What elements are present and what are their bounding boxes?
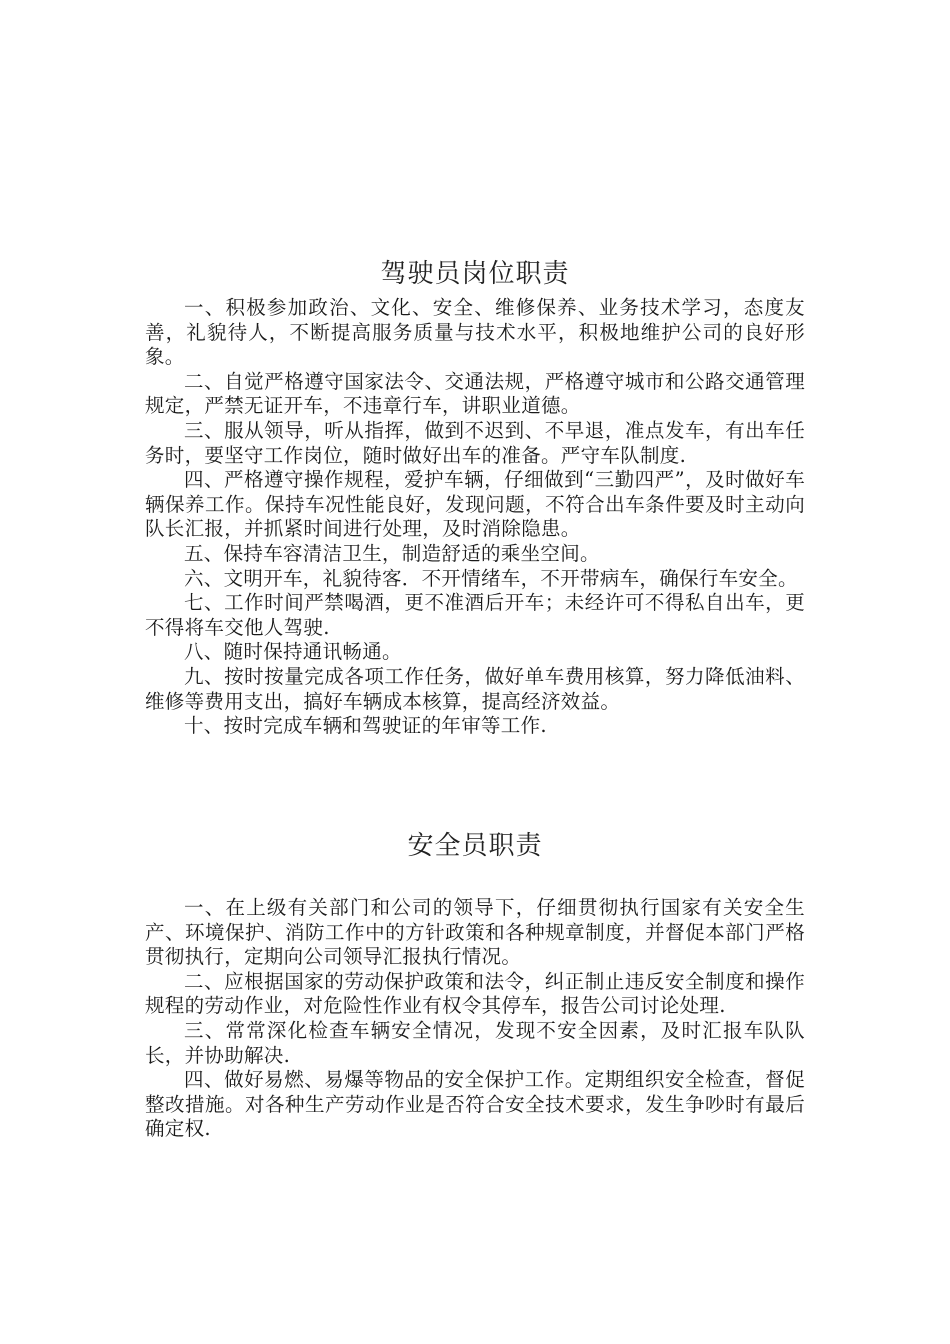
paragraph: 九、按时按量完成各项工作任务，做好单车费用核算，努力降低油料、维修等费用支出，搞好车辆成本核算，提高经济效益。	[145, 664, 805, 713]
paragraph: 四、严格遵守操作规程，爱护车辆，仔细做到“三勤四严”，及时做好车辆保养工作。保持车况性能良好，发现问题，不符合出车条件要及时主动向队长汇报，并抓紧时间进行处理，及时消除隐患。	[145, 468, 805, 541]
section-title: 安全员职责	[407, 831, 543, 861]
paragraph: 一、积极参加政治、文化、安全、维修保养、业务技术学习，态度友善，礼貌待人，不断提高服务质量与技术水平，积极地维护公司的良好形象。	[145, 296, 805, 369]
paragraph: 二、应根据国家的劳动保护政策和法令，纠正制止违反安全制度和操作规程的劳动作业，对危险性作业有权令其停车，报告公司讨论处理.	[145, 969, 805, 1018]
paragraph: 五、保持车容清洁卫生，制造舒适的乘坐空间。	[184, 541, 600, 565]
paragraph: 一、在上级有关部门和公司的领导下，仔细贯彻执行国家有关安全生产、环境保护、消防工作中的方针政策和各种规章制度，并督促本部门严格贯彻执行，定期向公司领导汇报执行情况。	[145, 896, 805, 969]
section-driver-duties	[145, 252, 805, 739]
paragraph: 三、常常深化检查车辆安全情况，发现不安全因素，及时汇报车队队长，并协助解决.	[145, 1018, 805, 1067]
section-title: 驾驶员岗位职责	[380, 259, 570, 289]
paragraph: 八、随时保持通讯畅通。	[184, 640, 402, 664]
paragraph: 三、服从领导，听从指挥，做到不迟到、不早退，准点发车，有出车任务时，要坚守工作岗位，随时做好出车的准备。严守车队制度.	[145, 418, 805, 467]
paragraph: 六、文明开车，礼貌待客．不开情绪车，不开带病车，确保行车安全。	[184, 566, 798, 590]
paragraph: 七、工作时间严禁喝酒，更不准酒后开车；未经许可不得私自出车，更不得将车交他人驾驶.	[145, 591, 805, 639]
paragraph: 四、做好易燃、易爆等物品的安全保护工作。定期组织安全检查，督促整改措施。对各种生产劳动作业是否符合安全技术要求，发生争吵时有最后确定权.	[145, 1068, 805, 1141]
paragraph: 十、按时完成车辆和驾驶证的年审等工作.	[184, 714, 547, 738]
section-safety-officer-duties	[145, 824, 805, 1142]
paragraph: 二、自觉严格遵守国家法令、交通法规，严格遵守城市和公路交通管理规定，严禁无证开车，不违章行车，讲职业道德。	[145, 369, 805, 418]
